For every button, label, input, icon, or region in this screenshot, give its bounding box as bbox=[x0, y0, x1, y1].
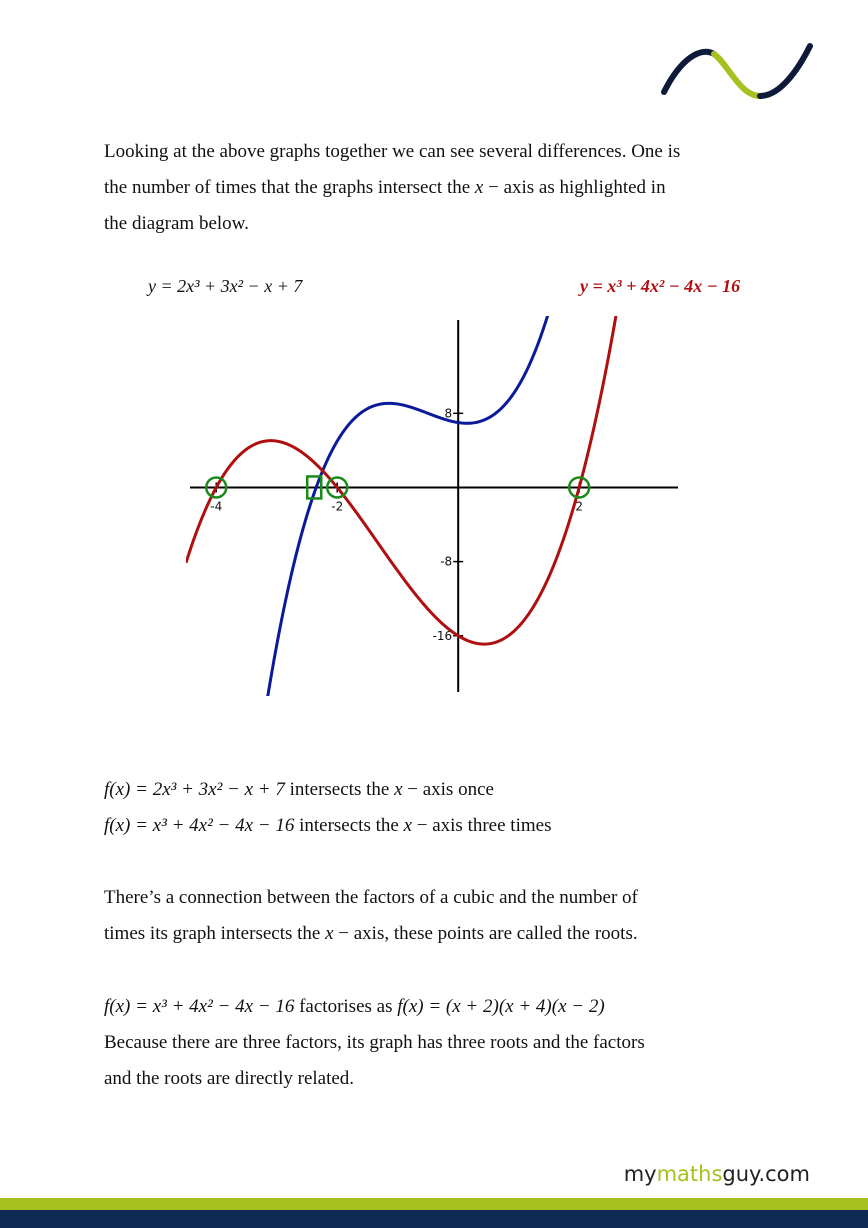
intro-paragraph bbox=[104, 134, 784, 242]
blue-curve-equation: y = 2x³ + 3x² − x + 7 bbox=[148, 276, 303, 296]
brand-wave-logo bbox=[660, 40, 816, 104]
y-tick-label: -16 bbox=[432, 628, 453, 643]
factorisation-line-2: Because there are three factors, its graph has three roots and the factors bbox=[104, 1032, 645, 1053]
statement-red: f(x) = x³ + 4x² − 4x − 16 intersects the x − axis three times bbox=[104, 815, 552, 836]
footer-navy-bar bbox=[0, 1210, 868, 1228]
logo-wave-right bbox=[760, 46, 810, 96]
factorisation-line-1: f(x) = x³ + 4x² − 4x − 16 factorises as f(x) = (x + 2)(x + 4)(x − 2) bbox=[104, 996, 605, 1017]
x-tick-label: -2 bbox=[331, 499, 344, 514]
footer-green-bar bbox=[0, 1198, 868, 1210]
blue-cubic-curve bbox=[231, 316, 601, 696]
connection-paragraph bbox=[104, 880, 784, 952]
y-tick-label: 8 bbox=[444, 406, 453, 421]
intro-line-3: the diagram below. bbox=[104, 213, 249, 234]
y-tick-label: -8 bbox=[440, 554, 453, 569]
intro-line-2: the number of times that the graphs intersect the x − axis as highlighted in bbox=[104, 177, 666, 198]
x-tick-label: 2 bbox=[575, 499, 583, 514]
factorisation-paragraph bbox=[104, 989, 784, 1097]
intersection-statements bbox=[104, 772, 784, 844]
logo-wave-middle bbox=[714, 54, 760, 96]
logo-wave-left bbox=[664, 52, 714, 92]
footer-brand-text: mymathsguy.com bbox=[623, 1162, 810, 1186]
intro-line-1: Looking at the above graphs together we can see several differences. One is bbox=[104, 141, 681, 162]
statement-blue: f(x) = 2x³ + 3x² − x + 7 intersects the x − axis once bbox=[104, 779, 494, 800]
factorisation-line-3: and the roots are directly related. bbox=[104, 1068, 355, 1089]
connection-line-1: There’s a connection between the factors of a cubic and the number of bbox=[104, 887, 638, 908]
red-curve-equation: y = x³ + 4x² − 4x − 16 bbox=[580, 276, 741, 296]
cubic-graphs-chart bbox=[186, 316, 682, 696]
connection-line-2: times its graph intersects the x − axis, these points are called the roots. bbox=[104, 923, 638, 944]
x-tick-label: -4 bbox=[210, 499, 223, 514]
